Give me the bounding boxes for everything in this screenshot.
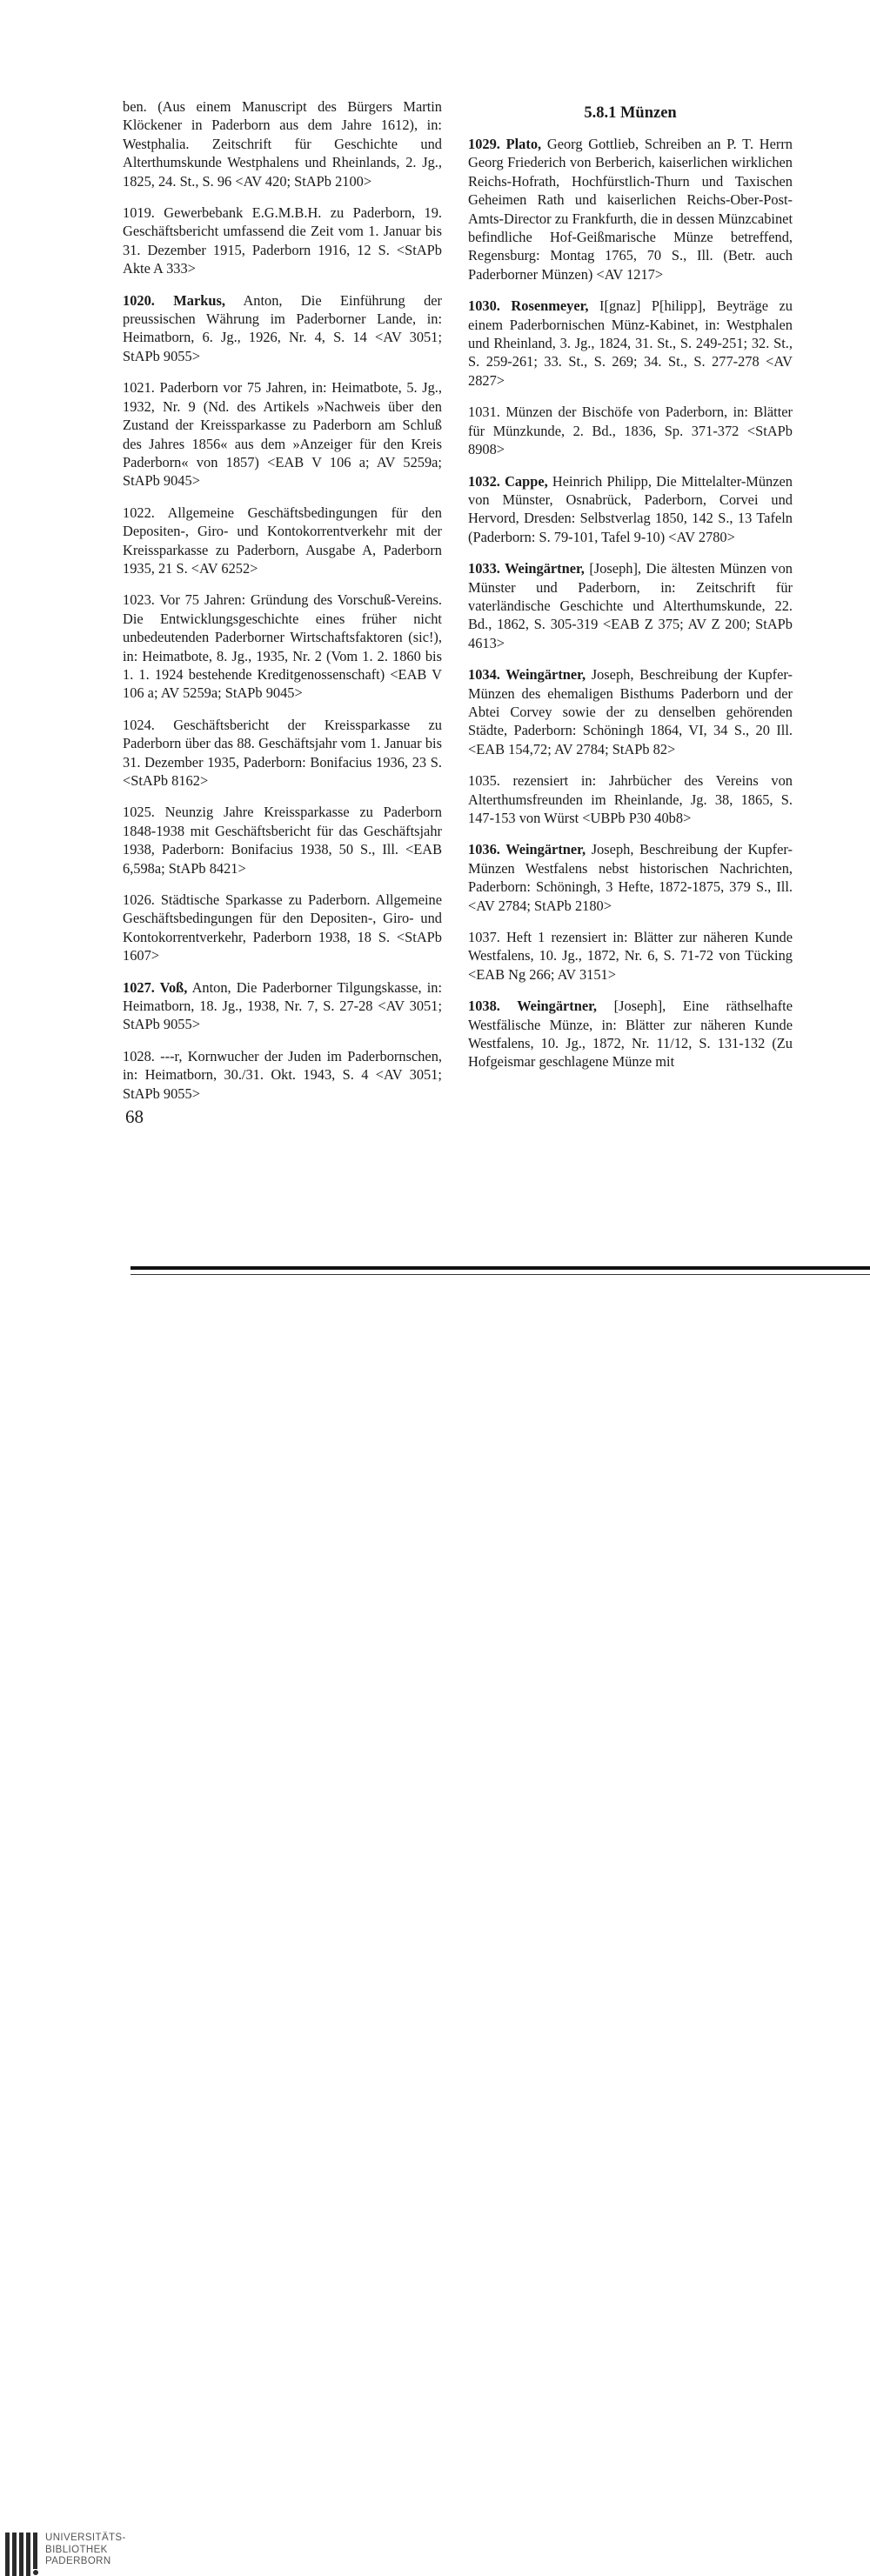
bibliography-entry: 1036. Weingärtner, Joseph, Beschreibung der Kupfer-Münzen Westfalens nebst historischen Nachrichten, Paderborn: Schöningh, 3 Hefte, 1872-1875, 379 S., Ill. <AV 2784; StAPb 2180> <box>468 841 793 914</box>
bibliography-entry: 1030. Rosenmeyer, I[gnaz] P[hilipp], Beyträge zu einem Paderbornischen Münz-Kabinet, in: Westphalen und Rheinland, 3. Jg., 1824, 31. St., S. 249-251; 32. St., S. 259-261; 33. St., S. 269; 34. St., S. 277-278 <AV 2827> <box>468 297 793 389</box>
bibliography-entry: 1021. Paderborn vor 75 Jahren, in: Heimatbote, 5. Jg., 1932, Nr. 9 (Nd. des Artikels »Nachweis über den Zustand der Kreissparkasse zu Paderborn am Schluß des Jahres 1856« aus dem »Anzeiger für den Kreis Paderborn« von 1857) <EAB V 106 a; AV 5259a; StAPb 9045> <box>123 379 442 490</box>
bibliography-entry: 1025. Neunzig Jahre Kreissparkasse zu Paderborn 1848-1938 mit Geschäftsbericht für das Geschäftsjahr 1938, Paderborn: Bonifacius 1938, 50 S., Ill. <EAB 6,598a; StAPb 8421> <box>123 804 442 877</box>
logo-bars-icon <box>5 2533 37 2576</box>
logo-dot-icon <box>33 2570 38 2575</box>
bibliography-entry: 1033. Weingärtner, [Joseph], Die ältesten Münzen von Münster und Paderborn, in: Zeitschrift für vaterländische Geschichte und Alterthumskunde, 22. Bd., 1862, S. 305-319 <EAB Z 375; AV Z 200; StAPb 4613> <box>468 560 793 651</box>
bibliography-entry: 1029. Plato, Georg Gottlieb, Schreiben an P. T. Herrn Georg Friederich von Berberich, kaiserlichen wirklichen Reichs-Hofrath, Hochfürstlich-Thurn und Taxischen Geheimen Rath und kaiserlichen Reichs-Ober-Post-Amts-Director zu Frankfurth, die in dessen Münzcabinet befindliche Hof-Geißmarische Münze betreffend, Regensburg: Montag 1765, 70 S., Ill. (Betr. auch Paderborner Münzen) <AV 1217> <box>468 136 793 283</box>
bibliography-entry: 1022. Allgemeine Geschäftsbedingungen für den Depositen-, Giro- und Kontokorrentverkehr mit der Kreissparkasse zu Paderborn, Ausgabe A, Paderborn 1935, 21 S. <AV 6252> <box>123 504 442 577</box>
footer-rule-thick <box>120 1266 870 1270</box>
bibliography-entry: 1038. Weingärtner, [Joseph], Eine räthselhafte Westfälische Münze, in: Blätter zur näheren Kunde Westfalens, 10. Jg., 1872, Nr. 11/12, S. 131-132 (Zu Hofgeismar geschlagene Münze mit <box>468 998 793 1071</box>
library-logo <box>0 1264 130 2567</box>
logo-line-2: BIBLIOTHEK <box>45 2544 108 2555</box>
footer-rule-thin <box>120 1274 870 1275</box>
bibliography-entry: 1035. rezensiert in: Jahrbücher des Vereins von Alterthumsfreunden im Rheinlande, Jg. 38, 1865, S. 147-153 von Würst <UBPb P30 40b8> <box>468 772 793 826</box>
page-number: 68 <box>125 1106 144 1127</box>
bibliography-entry: 1034. Weingärtner, Joseph, Beschreibung der Kupfer-Münzen des ehemaligen Bisthums Paderborn und der Abtei Corvey sowie der zu denselben gehörenden Städte, Paderborn: Schöningh 1864, VI, 34 S., 20 Ill. <EAB 154,72; AV 2784; StAPb 82> <box>468 666 793 757</box>
bibliography-entry: 1028. ---r, Kornwucher der Juden im Paderbornschen, in: Heimatborn, 30./31. Okt. 1943, S. 4 <AV 3051; StAPb 9055> <box>123 1047 442 1102</box>
bibliography-entry: 1023. Vor 75 Jahren: Gründung des Vorschuß-Vereins. Die Entwicklungsgeschichte eines früher nicht unbedeutenden Paderborner Wirtschaftsfaktoren (sic!), in: Heimatbote, 8. Jg., 1935, Nr. 2 (Vom 1. 2. 1860 bis 1. 1. 1924 bestehende Kreditgenossenschaft) <EAB V 106 a; AV 5259a; StAPb 9045> <box>123 591 442 702</box>
right-column <box>468 99 793 1084</box>
bibliography-entry: 1026. Städtische Sparkasse zu Paderborn. Allgemeine Geschäftsbedingungen für den Depositen-, Giro- und Kontokorrentverkehr, Paderborn 1938, 18 S. <StAPb 1607> <box>123 891 442 964</box>
logo-line-1: UNIVERSITÄTS- <box>45 2533 126 2543</box>
bibliography-entry: 1024. Geschäftsbericht der Kreissparkasse zu Paderborn über das 88. Geschäftsjahr vom 1. Januar bis 31. Dezember 1935, Paderborn: Bonifacius 1936, 23 S. <StAPb 8162> <box>123 716 442 789</box>
section-heading: 5.8.1 Münzen <box>584 104 677 122</box>
bibliography-entry: 1031. Münzen der Bischöfe von Paderborn, in: Blätter für Münzkunde, 2. Bd., 1836, Sp. 371-372 <StAPb 8908> <box>468 404 793 458</box>
bibliography-entry: 1019. Gewerbebank E.G.M.B.H. zu Paderborn, 19. Geschäftsbericht umfassend die Zeit vom 1. Januar bis 31. Dezember 1915, Paderborn 1916, 12 S. <StAPb Akte A 333> <box>123 204 442 277</box>
logo-text <box>45 2533 126 2568</box>
bibliography-entry: 1027. Voß, Anton, Die Paderborner Tilgungskasse, in: Heimatborn, 18. Jg., 1938, Nr. 7, S. 27-28 <AV 3051; StAPb 9055> <box>123 978 443 1033</box>
bibliography-entry: 1020. Markus, Anton, Die Einführung der preussischen Währung im Paderborner Lande, in: Heimatborn, 6. Jg., 1926, Nr. 4, S. 14 <AV 3051; StAPb 9055> <box>123 291 442 364</box>
bibliography-entry: 1032. Cappe, Heinrich Philipp, Die Mittelalter-Münzen von Münster, Osnabrück, Paderborn, Corvei und Hervord, Dresden: Selbstverlag 1850, 142 S., 13 Tafeln (Paderborn: S. 79-101, Tafel 9-10) <AV 2780> <box>468 472 793 545</box>
bibliography-entry: 1037. Heft 1 rezensiert in: Blätter zur näheren Kunde Westfalens, 10. Jg., 1872, Nr. 6, S. 71-72 von Tücking <EAB Ng 266; AV 3151> <box>468 929 793 983</box>
left-column <box>123 97 442 1116</box>
logo-line-3: PADERBORN <box>45 2556 111 2567</box>
bibliography-entry: ben. (Aus einem Manuscript des Bürgers Martin Klöckener in Paderborn aus dem Jahre 1612), in: Westphalia. Zeitschrift für Geschichte und Alterthumskunde Westphalens und Rheinlands, 2. Jg., 1825, 24. St., S. 96 <AV 420; StAPb 2100> <box>123 98 442 190</box>
